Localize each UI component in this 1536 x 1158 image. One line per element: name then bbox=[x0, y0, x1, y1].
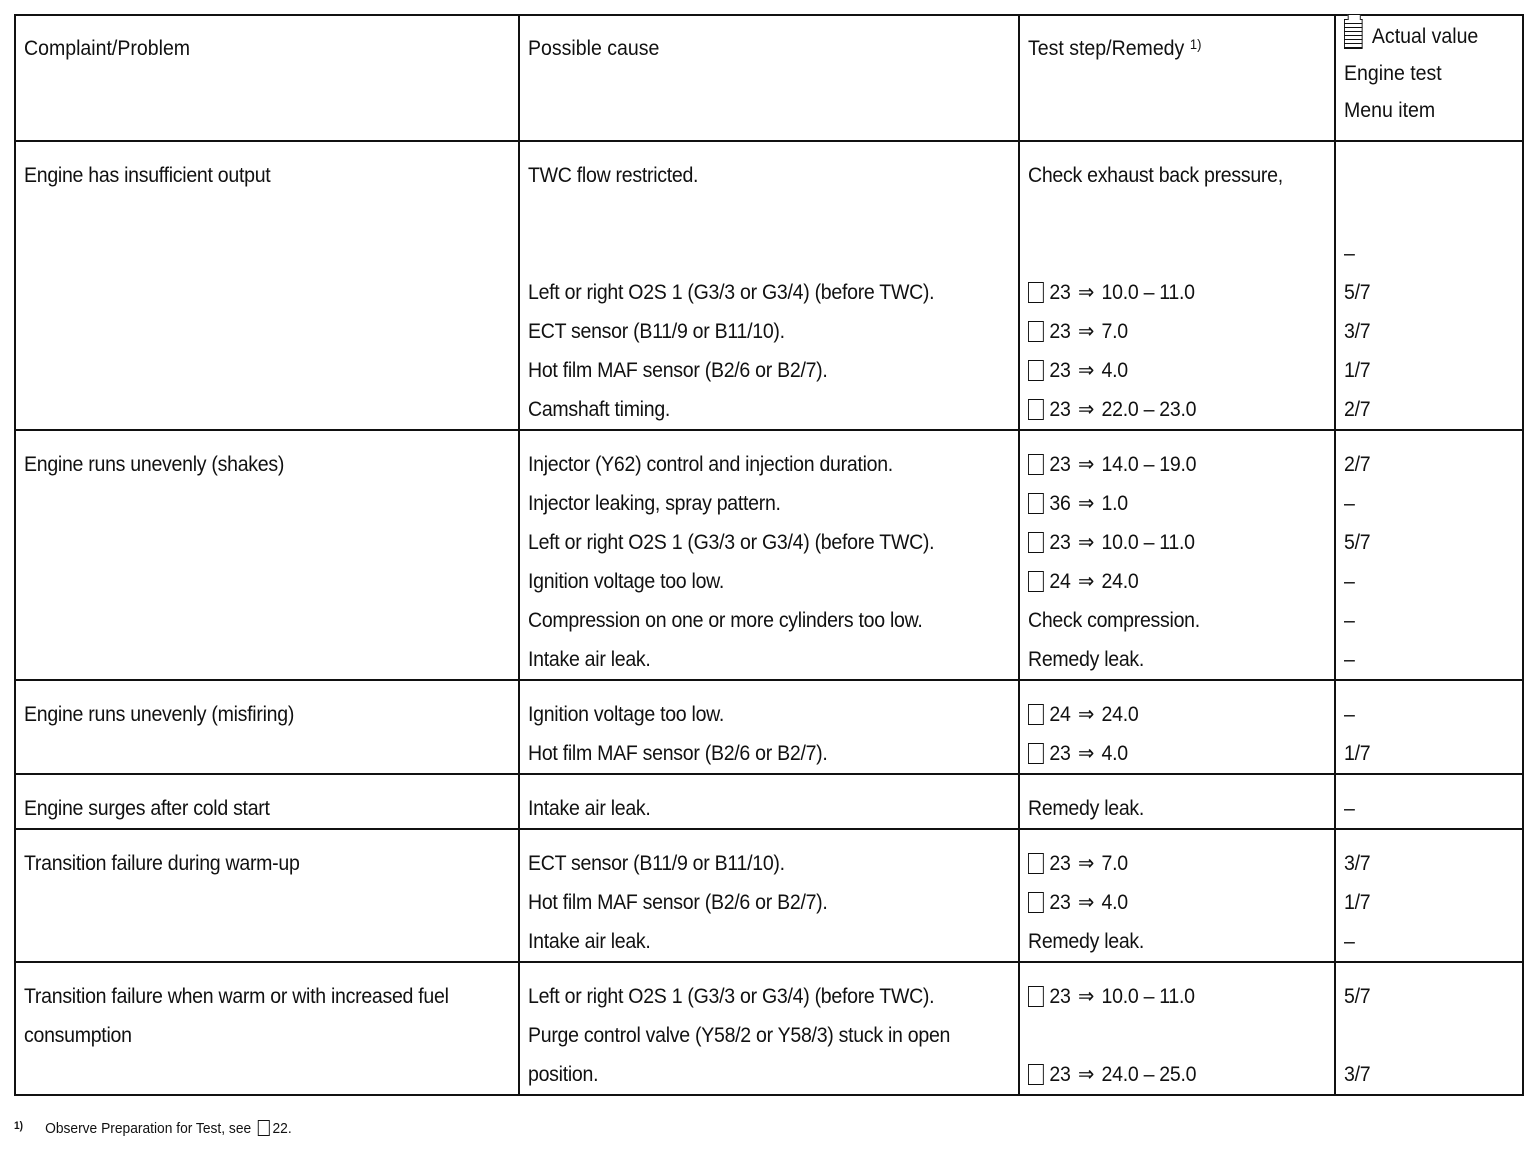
complaint-cell bbox=[15, 774, 519, 829]
complaint-text: Engine runs unevenly (misfiring) bbox=[24, 703, 295, 726]
test-page-ref: 24 bbox=[1049, 703, 1071, 726]
actual-lines bbox=[1344, 775, 1522, 828]
cause-cell bbox=[519, 680, 1019, 774]
footnote bbox=[14, 1120, 292, 1137]
test-step bbox=[1028, 484, 1312, 523]
test-page-ref: 23 bbox=[1049, 398, 1071, 421]
test-step bbox=[1028, 977, 1312, 1016]
test-lines bbox=[1028, 142, 1334, 429]
actual-lines bbox=[1344, 681, 1522, 773]
test-cell bbox=[1019, 829, 1335, 962]
actual-lines bbox=[1344, 142, 1522, 429]
test-page-ref: 23 bbox=[1049, 1063, 1071, 1086]
complaint-cell bbox=[15, 141, 519, 430]
header-engine-test-label: Engine test bbox=[1343, 62, 1442, 85]
cause-cell bbox=[519, 829, 1019, 962]
cause-text: Intake air leak. bbox=[528, 930, 651, 953]
test-remedy-text: Remedy leak. bbox=[1027, 797, 1145, 820]
test-step bbox=[1028, 922, 1312, 961]
table-header-row bbox=[15, 15, 1523, 141]
actual-value bbox=[1344, 156, 1510, 195]
header-test-footnote-mark: 1) bbox=[1189, 36, 1202, 52]
cause-text: ECT sensor (B11/9 or B11/10). bbox=[528, 320, 785, 343]
arrow-icon: ⇒ bbox=[1077, 453, 1095, 476]
cause-text: Purge control valve (Y58/2 or Y58/3) stuck in open bbox=[528, 1024, 951, 1047]
page-ref-box-icon bbox=[1028, 853, 1044, 874]
arrow-icon: ⇒ bbox=[1077, 852, 1095, 875]
test-page-ref: 23 bbox=[1049, 281, 1071, 304]
actual-value: – bbox=[1343, 797, 1355, 820]
test-value: 10.0 – 11.0 bbox=[1101, 281, 1195, 304]
actual-value: – bbox=[1343, 570, 1355, 593]
arrow-icon: ⇒ bbox=[1077, 703, 1095, 726]
cause-lines bbox=[528, 830, 1018, 961]
page-ref-box-icon bbox=[258, 1120, 270, 1136]
page-ref-box-icon bbox=[1028, 360, 1044, 381]
test-step bbox=[1028, 695, 1312, 734]
header-menu-item-label: Menu item bbox=[1343, 99, 1435, 122]
test-step bbox=[1028, 156, 1312, 195]
actual-value: 3/7 bbox=[1343, 1063, 1371, 1086]
actual-cell bbox=[1335, 430, 1523, 680]
test-cell bbox=[1019, 774, 1335, 829]
test-remedy-text: Remedy leak. bbox=[1027, 930, 1145, 953]
cause-text: Compression on one or more cylinders too low. bbox=[528, 609, 923, 632]
test-step bbox=[1028, 640, 1312, 679]
table-row bbox=[15, 141, 1523, 430]
cause-text: Hot film MAF sensor (B2/6 or B2/7). bbox=[528, 742, 828, 765]
cause-text: Intake air leak. bbox=[528, 648, 651, 671]
tester-icon bbox=[1344, 19, 1363, 49]
test-value: 24.0 bbox=[1101, 703, 1139, 726]
test-lines bbox=[1028, 830, 1334, 961]
cause-text bbox=[528, 195, 984, 234]
actual-value: 5/7 bbox=[1343, 531, 1371, 554]
actual-value: 1/7 bbox=[1343, 359, 1371, 382]
actual-value: – bbox=[1343, 492, 1355, 515]
test-value: 24.0 bbox=[1101, 570, 1139, 593]
test-page-ref: 23 bbox=[1049, 742, 1071, 765]
test-step bbox=[1028, 562, 1312, 601]
test-value: 10.0 – 11.0 bbox=[1101, 985, 1195, 1008]
test-lines bbox=[1028, 431, 1334, 679]
complaint-lines bbox=[24, 142, 518, 195]
actual-value: 2/7 bbox=[1343, 453, 1371, 476]
page-ref-box-icon bbox=[1028, 1064, 1044, 1085]
cause-text: Injector (Y62) control and injection duration. bbox=[528, 453, 893, 476]
complaint-cell bbox=[15, 962, 519, 1095]
cause-text: Hot film MAF sensor (B2/6 or B2/7). bbox=[528, 891, 828, 914]
test-page-ref: 23 bbox=[1049, 891, 1071, 914]
complaint-text: Engine surges after cold start bbox=[24, 797, 270, 820]
test-page-ref: 36 bbox=[1049, 492, 1071, 515]
test-value: 24.0 – 25.0 bbox=[1101, 1063, 1197, 1086]
test-page-ref: 23 bbox=[1049, 320, 1071, 343]
test-value: 22.0 – 23.0 bbox=[1101, 398, 1197, 421]
arrow-icon: ⇒ bbox=[1077, 320, 1095, 343]
test-value: 10.0 – 11.0 bbox=[1101, 531, 1195, 554]
test-remedy-text: Check compression. bbox=[1027, 609, 1200, 632]
test-step bbox=[1028, 351, 1312, 390]
actual-value bbox=[1344, 195, 1510, 234]
table-row bbox=[15, 430, 1523, 680]
actual-value: – bbox=[1343, 703, 1355, 726]
diagnosis-table bbox=[14, 14, 1524, 1096]
actual-value: 5/7 bbox=[1343, 281, 1371, 304]
header-actual-label: Actual value bbox=[1371, 25, 1479, 48]
test-page-ref: 23 bbox=[1049, 453, 1071, 476]
complaint-text: Transition failure when warm or with increased fuel bbox=[24, 985, 449, 1008]
test-step bbox=[1028, 234, 1312, 273]
arrow-icon: ⇒ bbox=[1077, 891, 1095, 914]
actual-value: 3/7 bbox=[1343, 852, 1371, 875]
actual-value: – bbox=[1343, 930, 1355, 953]
actual-value: 1/7 bbox=[1343, 742, 1371, 765]
page-ref-box-icon bbox=[1028, 571, 1044, 592]
header-test bbox=[1019, 15, 1335, 141]
cause-cell bbox=[519, 141, 1019, 430]
complaint-lines bbox=[24, 431, 518, 484]
actual-value bbox=[1344, 1016, 1510, 1055]
test-step bbox=[1028, 523, 1312, 562]
cause-text bbox=[528, 234, 984, 273]
test-step bbox=[1028, 273, 1312, 312]
arrow-icon: ⇒ bbox=[1077, 742, 1095, 765]
complaint-lines bbox=[24, 830, 518, 883]
test-step bbox=[1028, 883, 1312, 922]
test-remedy-text: Check exhaust back pressure, bbox=[1027, 164, 1283, 187]
test-value: 1.0 bbox=[1101, 492, 1128, 515]
test-step bbox=[1028, 734, 1312, 773]
cause-text: position. bbox=[528, 1063, 599, 1086]
test-cell bbox=[1019, 962, 1335, 1095]
cause-text: Ignition voltage too low. bbox=[528, 570, 725, 593]
test-cell bbox=[1019, 680, 1335, 774]
test-value: 4.0 bbox=[1101, 359, 1128, 382]
actual-value: – bbox=[1343, 609, 1355, 632]
test-value: 7.0 bbox=[1101, 852, 1128, 875]
test-cell bbox=[1019, 141, 1335, 430]
test-page-ref: 24 bbox=[1049, 570, 1071, 593]
page-ref-box-icon bbox=[1028, 493, 1044, 514]
actual-value: 1/7 bbox=[1343, 891, 1371, 914]
test-page-ref: 23 bbox=[1049, 852, 1071, 875]
test-cell bbox=[1019, 430, 1335, 680]
table-row bbox=[15, 829, 1523, 962]
page-ref-box-icon bbox=[1028, 399, 1044, 420]
arrow-icon: ⇒ bbox=[1077, 492, 1095, 515]
test-page-ref: 23 bbox=[1049, 359, 1071, 382]
actual-value: 2/7 bbox=[1343, 398, 1371, 421]
test-remedy-text: Remedy leak. bbox=[1027, 648, 1145, 671]
footnote-text: Observe Preparation for Test, see bbox=[45, 1120, 252, 1137]
page-ref-box-icon bbox=[1028, 321, 1044, 342]
test-value: 4.0 bbox=[1101, 891, 1128, 914]
cause-text: Intake air leak. bbox=[528, 797, 651, 820]
test-lines bbox=[1028, 963, 1334, 1094]
footnote-mark: 1) bbox=[14, 1120, 23, 1132]
test-step bbox=[1028, 445, 1312, 484]
actual-lines bbox=[1344, 963, 1522, 1094]
actual-cell bbox=[1335, 962, 1523, 1095]
actual-cell bbox=[1335, 141, 1523, 430]
test-step bbox=[1028, 195, 1312, 234]
test-step bbox=[1028, 312, 1312, 351]
actual-value: – bbox=[1343, 242, 1355, 265]
arrow-icon: ⇒ bbox=[1077, 570, 1095, 593]
actual-value: 5/7 bbox=[1343, 985, 1371, 1008]
test-page-ref: 23 bbox=[1049, 985, 1071, 1008]
cause-lines bbox=[528, 142, 1018, 429]
page-ref-box-icon bbox=[1028, 892, 1044, 913]
table-row bbox=[15, 962, 1523, 1095]
table-row bbox=[15, 774, 1523, 829]
cause-text: Camshaft timing. bbox=[528, 398, 671, 421]
complaint-text: Transition failure during warm-up bbox=[24, 852, 300, 875]
cause-cell bbox=[519, 774, 1019, 829]
header-cause-label: Possible cause bbox=[528, 37, 660, 60]
test-step bbox=[1028, 601, 1312, 640]
table-row bbox=[15, 680, 1523, 774]
test-lines bbox=[1028, 775, 1334, 828]
complaint-cell bbox=[15, 430, 519, 680]
header-complaint-label: Complaint/Problem bbox=[24, 37, 191, 60]
page-ref-box-icon bbox=[1028, 986, 1044, 1007]
test-step bbox=[1028, 390, 1312, 429]
cause-cell bbox=[519, 962, 1019, 1095]
actual-cell bbox=[1335, 829, 1523, 962]
complaint-lines bbox=[24, 775, 518, 828]
arrow-icon: ⇒ bbox=[1077, 281, 1095, 304]
header-test-label: Test step/Remedy bbox=[1027, 37, 1185, 60]
complaint-text: Engine runs unevenly (shakes) bbox=[24, 453, 285, 476]
complaint-text: Engine has insufficient output bbox=[24, 164, 271, 187]
cause-lines bbox=[528, 431, 1018, 679]
arrow-icon: ⇒ bbox=[1077, 985, 1095, 1008]
arrow-icon: ⇒ bbox=[1077, 359, 1095, 382]
cause-text: Hot film MAF sensor (B2/6 or B2/7). bbox=[528, 359, 828, 382]
arrow-icon: ⇒ bbox=[1077, 531, 1095, 554]
cause-text: Ignition voltage too low. bbox=[528, 703, 725, 726]
cause-text: Injector leaking, spray pattern. bbox=[528, 492, 781, 515]
complaint-lines bbox=[24, 681, 518, 734]
cause-text: Left or right O2S 1 (G3/3 or G3/4) (before TWC). bbox=[528, 531, 935, 554]
test-step bbox=[1028, 1055, 1312, 1094]
actual-value: – bbox=[1343, 648, 1355, 671]
arrow-icon: ⇒ bbox=[1077, 398, 1095, 421]
test-value: 4.0 bbox=[1101, 742, 1128, 765]
test-lines bbox=[1028, 681, 1334, 773]
actual-lines bbox=[1344, 431, 1522, 679]
cause-lines bbox=[528, 775, 1018, 828]
actual-cell bbox=[1335, 680, 1523, 774]
test-page-ref: 23 bbox=[1049, 531, 1071, 554]
cause-cell bbox=[519, 430, 1019, 680]
page-ref-box-icon bbox=[1028, 704, 1044, 725]
footnote-page-ref: 22. bbox=[272, 1120, 292, 1137]
cause-text: ECT sensor (B11/9 or B11/10). bbox=[528, 852, 785, 875]
cause-text: Left or right O2S 1 (G3/3 or G3/4) (before TWC). bbox=[528, 985, 935, 1008]
header-actual bbox=[1335, 15, 1523, 141]
arrow-icon: ⇒ bbox=[1077, 1063, 1095, 1086]
cause-text: TWC flow restricted. bbox=[528, 164, 699, 187]
complaint-lines bbox=[24, 963, 518, 1055]
page-ref-box-icon bbox=[1028, 454, 1044, 475]
actual-cell bbox=[1335, 774, 1523, 829]
actual-value: 3/7 bbox=[1343, 320, 1371, 343]
test-step bbox=[1028, 789, 1312, 828]
header-cause bbox=[519, 15, 1019, 141]
complaint-cell bbox=[15, 680, 519, 774]
complaint-cell bbox=[15, 829, 519, 962]
test-step bbox=[1028, 1016, 1312, 1055]
cause-text: Left or right O2S 1 (G3/3 or G3/4) (before TWC). bbox=[528, 281, 935, 304]
header-complaint bbox=[15, 15, 519, 141]
test-value: 14.0 – 19.0 bbox=[1101, 453, 1197, 476]
complaint-text: consumption bbox=[24, 1024, 132, 1047]
cause-lines bbox=[528, 681, 1018, 773]
page-ref-box-icon bbox=[1028, 282, 1044, 303]
page-ref-box-icon bbox=[1028, 532, 1044, 553]
page-ref-box-icon bbox=[1028, 743, 1044, 764]
test-step bbox=[1028, 844, 1312, 883]
test-value: 7.0 bbox=[1101, 320, 1128, 343]
actual-lines bbox=[1344, 830, 1522, 961]
cause-lines bbox=[528, 963, 1018, 1094]
